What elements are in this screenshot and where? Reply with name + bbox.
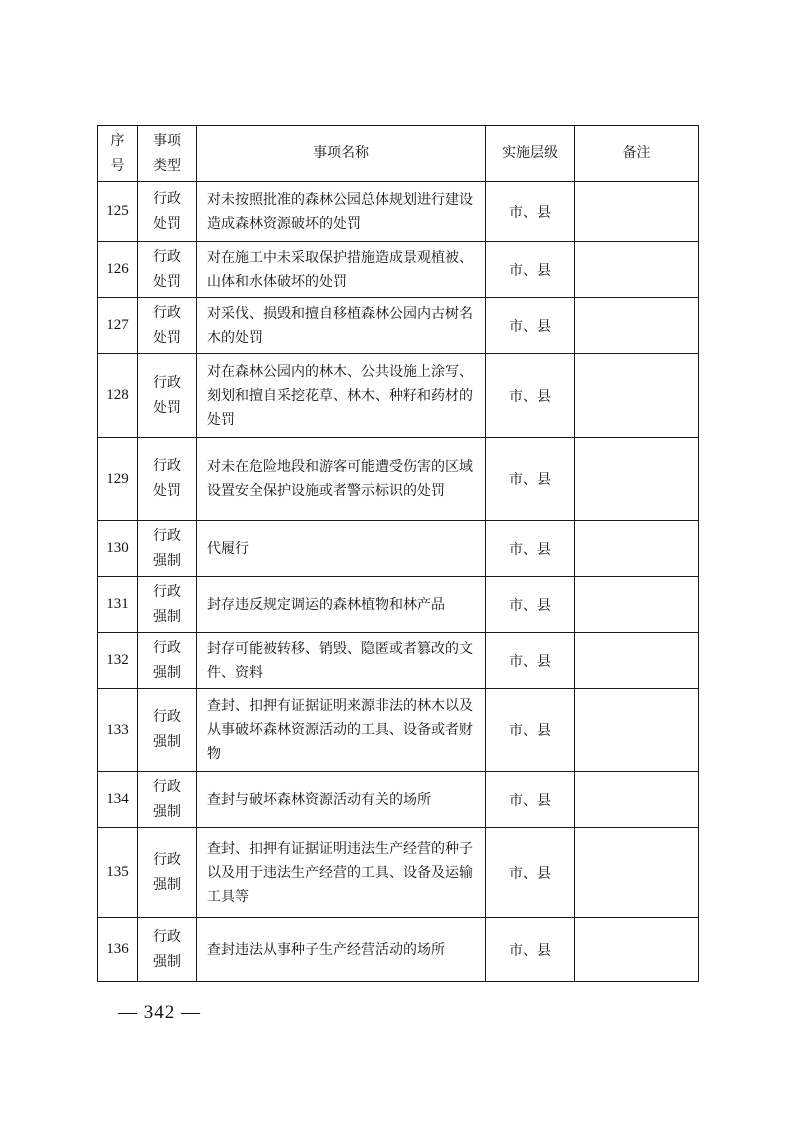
header-row — [98, 126, 699, 182]
row-note — [575, 633, 699, 689]
table-row — [98, 918, 699, 982]
row-seq: 135 — [98, 828, 138, 918]
row-seq: 130 — [98, 521, 138, 577]
table-row — [98, 242, 699, 298]
row-seq: 133 — [98, 689, 138, 772]
row-seq: 131 — [98, 577, 138, 633]
table-row — [98, 828, 699, 918]
row-level: 市、县 — [486, 242, 575, 298]
table-row — [98, 354, 699, 438]
row-type: 行政 强制 — [138, 521, 197, 577]
header-type: 事项 类型 — [138, 126, 197, 182]
row-level: 市、县 — [486, 438, 575, 521]
row-name: 对在森林公园内的林木、公共设施上涂写、刻划和擅自采挖花草、林木、种籽和药材的处罚 — [197, 354, 486, 438]
row-note — [575, 521, 699, 577]
row-level: 市、县 — [486, 689, 575, 772]
table-row — [98, 298, 699, 354]
row-seq: 127 — [98, 298, 138, 354]
row-name: 对在施工中未采取保护措施造成景观植被、山体和水体破坏的处罚 — [197, 242, 486, 298]
table-row — [98, 182, 699, 242]
row-note — [575, 182, 699, 242]
row-name: 查封违法从事种子生产经营活动的场所 — [197, 918, 486, 982]
row-seq: 125 — [98, 182, 138, 242]
row-name: 对采伐、损毁和擅自移植森林公园内古树名木的处罚 — [197, 298, 486, 354]
row-note — [575, 689, 699, 772]
row-level: 市、县 — [486, 772, 575, 828]
header-level: 实施层级 — [486, 126, 575, 182]
row-note — [575, 242, 699, 298]
row-seq: 126 — [98, 242, 138, 298]
items-table — [97, 125, 699, 982]
header-seq: 序 号 — [98, 126, 138, 182]
row-seq: 136 — [98, 918, 138, 982]
row-name: 代履行 — [197, 521, 486, 577]
row-name: 对未按照批准的森林公园总体规划进行建设造成森林资源破坏的处罚 — [197, 182, 486, 242]
row-type: 行政 处罚 — [138, 182, 197, 242]
row-note — [575, 298, 699, 354]
header-note: 备注 — [575, 126, 699, 182]
row-seq: 134 — [98, 772, 138, 828]
row-name: 对未在危险地段和游客可能遭受伤害的区域设置安全保护设施或者警示标识的处罚 — [197, 438, 486, 521]
row-note — [575, 354, 699, 438]
row-type: 行政 强制 — [138, 633, 197, 689]
row-seq: 128 — [98, 354, 138, 438]
row-level: 市、县 — [486, 577, 575, 633]
row-level: 市、县 — [486, 918, 575, 982]
row-level: 市、县 — [486, 298, 575, 354]
row-type: 行政 强制 — [138, 577, 197, 633]
row-level: 市、县 — [486, 182, 575, 242]
row-note — [575, 918, 699, 982]
row-note — [575, 577, 699, 633]
row-name: 查封与破坏森林资源活动有关的场所 — [197, 772, 486, 828]
page-number: — 342 — — [118, 1002, 201, 1023]
table-row — [98, 521, 699, 577]
row-level: 市、县 — [486, 633, 575, 689]
row-type: 行政 强制 — [138, 772, 197, 828]
row-type: 行政 处罚 — [138, 242, 197, 298]
table-row — [98, 772, 699, 828]
row-name: 封存可能被转移、销毁、隐匿或者篡改的文件、资料 — [197, 633, 486, 689]
row-note — [575, 772, 699, 828]
row-name: 查封、扣押有证据证明来源非法的林木以及从事破坏森林资源活动的工具、设备或者财物 — [197, 689, 486, 772]
row-type: 行政 强制 — [138, 918, 197, 982]
table-row — [98, 438, 699, 521]
header-name: 事项名称 — [197, 126, 486, 182]
row-type: 行政 处罚 — [138, 438, 197, 521]
row-type: 行政 强制 — [138, 689, 197, 772]
table-row — [98, 633, 699, 689]
row-type: 行政 强制 — [138, 828, 197, 918]
row-note — [575, 828, 699, 918]
row-type: 行政 处罚 — [138, 298, 197, 354]
table-row — [98, 689, 699, 772]
row-level: 市、县 — [486, 521, 575, 577]
row-name: 查封、扣押有证据证明违法生产经营的种子以及用于违法生产经营的工具、设备及运输工具等 — [197, 828, 486, 918]
row-seq: 129 — [98, 438, 138, 521]
row-level: 市、县 — [486, 828, 575, 918]
row-name: 封存违反规定调运的森林植物和林产品 — [197, 577, 486, 633]
row-type: 行政 处罚 — [138, 354, 197, 438]
row-seq: 132 — [98, 633, 138, 689]
table-row — [98, 577, 699, 633]
row-level: 市、县 — [486, 354, 575, 438]
row-note — [575, 438, 699, 521]
